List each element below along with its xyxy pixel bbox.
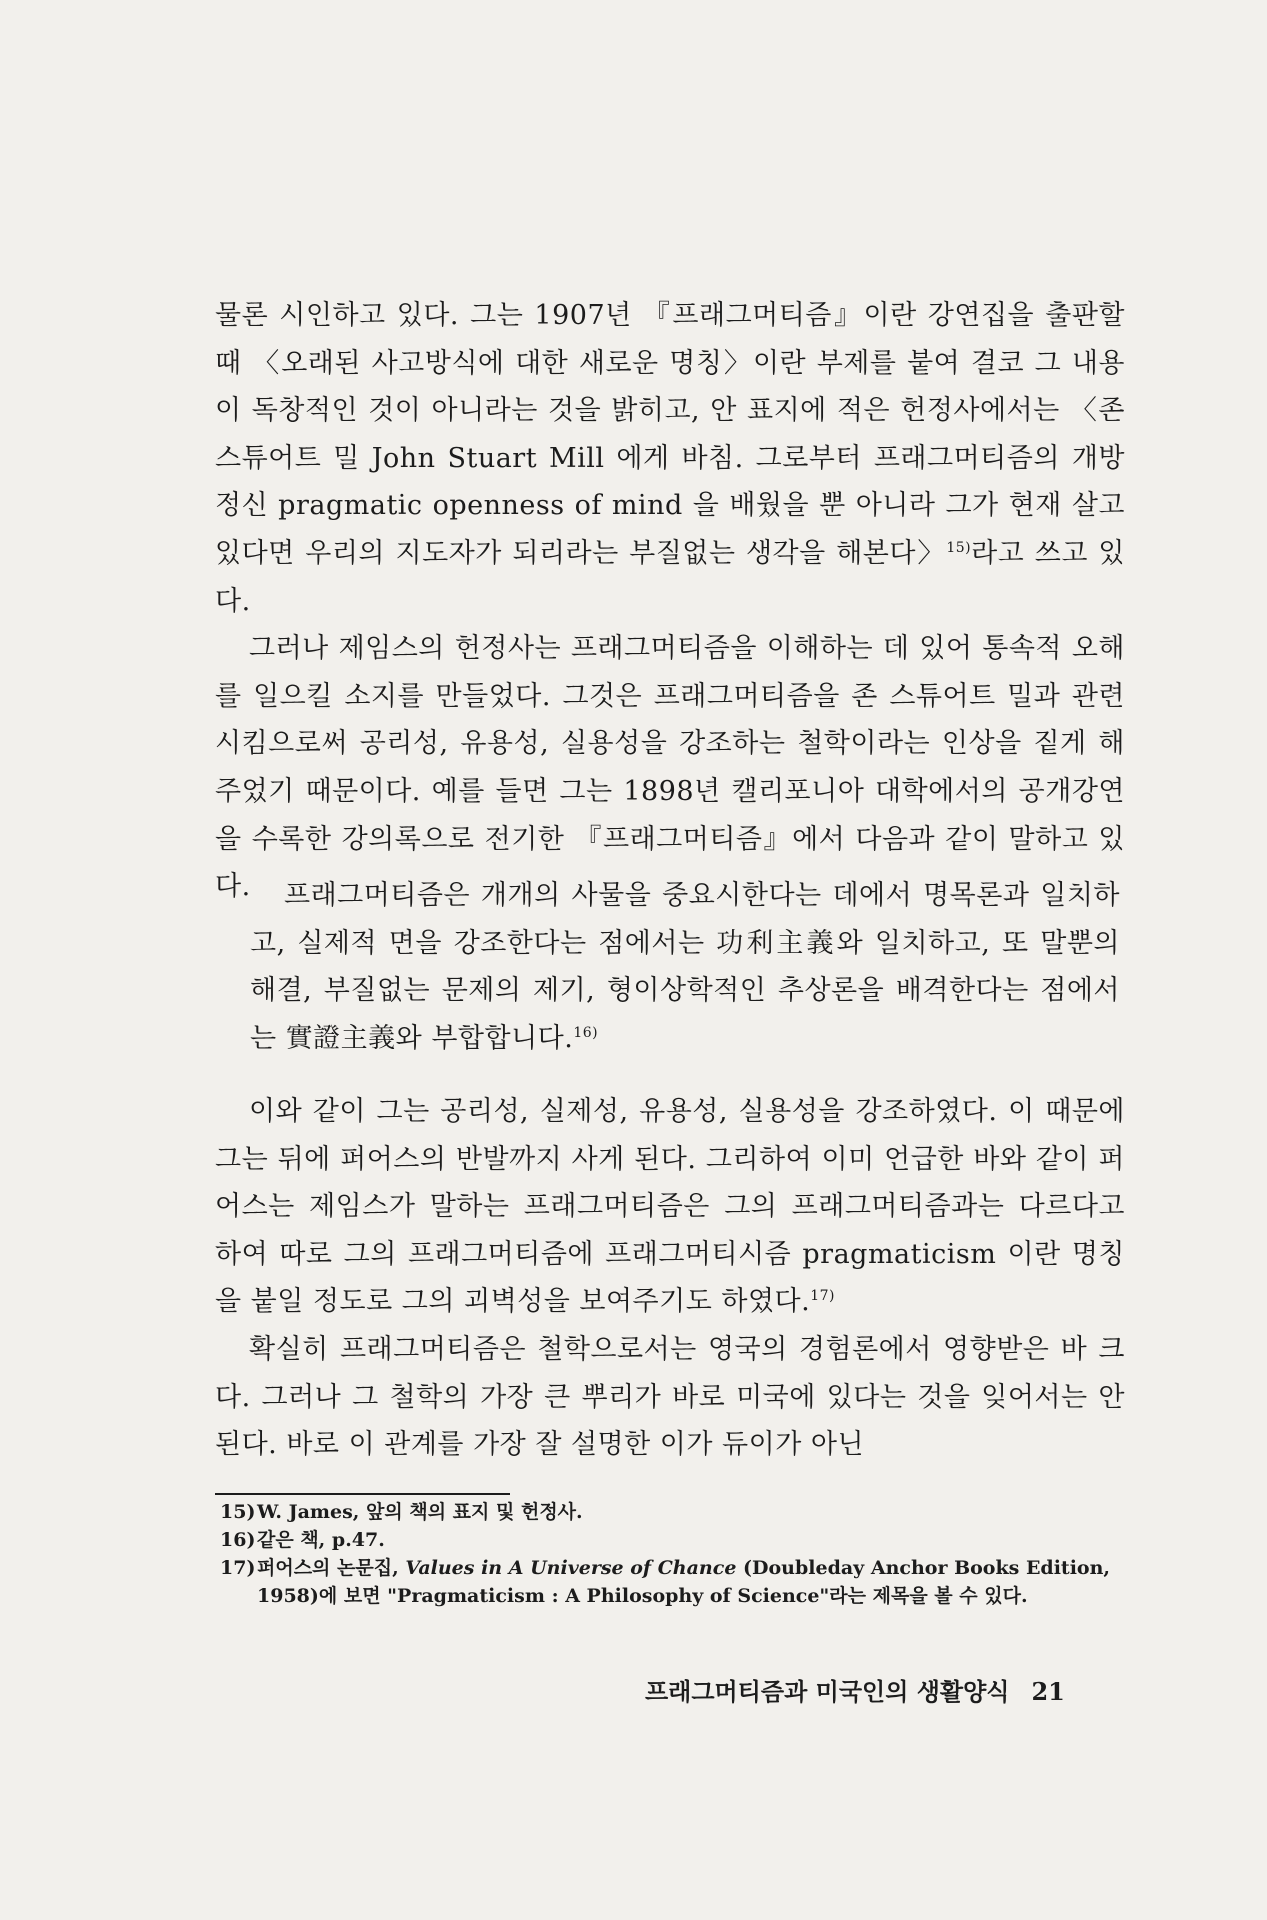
main-text [215,292,1125,911]
footnote-divider [215,1493,510,1495]
paragraph-3 [215,1088,1125,1326]
paragraph-3-text: 이와 같이 그는 공리성, 실제성, 유용성, 실용성을 강조하였다. 이 때문에 그는 뒤에 퍼어스의 반발까지 사게 된다. 그리하여 이미 언급한 바와 같이 퍼어스는 제임스가 말하는 프래그머티즘은 그의 프래그머티즘과는 다르다고 하여 따로 그의 프래그머티즘에 프래그머티시즘 pragmaticism 이란 명칭을 붙일 정도로 그의 괴벽성을 보여주기도 하였다. [215,1096,1125,1318]
paragraph-4: 확실히 프래그머티즘은 철학으로서는 영국의 경험론에서 영향받은 바 크다. 그러나 그 철학의 가장 큰 뿌리가 바로 미국에 있다는 것을 잊어서는 안 된다. 바로 이 관계를 가장 잘 설명한 이가 듀이가 아닌 [215,1333,1125,1461]
footnote-number: 17) [220,1557,256,1579]
paragraph-1-text: 물론 시인하고 있다. 그는 1907년 『프래그머티즘』이란 강연집을 출판할 때 〈오래된 사고방식에 대한 새로운 명칭〉이란 부제를 붙여 결코 그 내용이 독창적인 것이 아니라는 것을 밝히고, 안 표지에 적은 헌정사에서는 〈존 스튜어트 밀 John Stuart Mill 에게 바침. 그로부터 프래그머티즘의 개방정신 pragmatic openness of mind 을 배웠을 뿐 아니라 그가 현재 살고 있다면 우리의 지도자가 되리라는 부질없는 생각을 해본다〉 [215,300,1125,569]
footnote-suffix: (Doubleday Anchor Books Edition, 1958)에 보면 "Pragmaticism : A Philosophy of Science"라는 제목을 볼 수 있다. [257,1557,1111,1607]
page-number: 21 [1031,1677,1065,1706]
footnote-text: 같은 책, p.47. [257,1529,385,1551]
paragraph-2: 그러나 제임스의 헌정사는 프래그머티즘을 이해하는 데 있어 통속적 오해를 일으킬 소지를 만들었다. 그것은 프래그머티즘을 존 스튜어트 밀과 관련시킴으로써 공리성, 유용성, 실용성을 강조하는 철학이라는 인상을 짙게 해주었기 때문이다. 예를 들면 그는 1898년 캘리포니아 대학에서의 공개강연을 수록한 강의록으로 전기한 『프래그머티즘』에서 다음과 같이 말하고 있다. [215,633,1125,903]
quote-text: 프래그머티즘은 개개의 사물을 중요시한다는 데에서 명목론과 일치하고, 실제적 면을 강조한다는 점에서는 功利主義와 일치하고, 또 말뿐의 해결, 부질없는 문제의 제기, 형이상학적인 추상론을 배격한다는 점에서는 實證主義와 부합합니다. [250,880,1120,1054]
block-quote [250,872,1120,1062]
footnote-16 [220,1526,1125,1554]
quote-paragraph [250,872,1120,1062]
footnote-number: 16) [220,1529,256,1551]
footnote-prefix: 퍼어스의 논문집, [257,1557,399,1579]
footnote-text: W. James, 앞의 책의 표지 및 헌정사. [257,1501,583,1523]
footnote-ref-16: 16) [573,1024,599,1041]
footnotes [220,1498,1125,1610]
footnote-number: 15) [220,1501,256,1523]
footnote-book-title: Values in A Universe of Chance [405,1557,737,1579]
running-footer-title: 프래그머티즘과 미국인의 생활양식 [645,1677,1010,1706]
footnote-text [257,1554,1125,1610]
footnote-17 [220,1554,1125,1610]
footnote-ref-15: 15) [946,539,972,556]
running-footer [645,1672,1115,1707]
paragraph-1-tail: 라고 쓰고 있다. [215,537,1126,617]
footnote-ref-17: 17) [810,1288,835,1305]
paragraph-1 [215,292,1125,625]
footnote-15 [220,1498,1125,1526]
main-text-continued [215,1088,1125,1469]
